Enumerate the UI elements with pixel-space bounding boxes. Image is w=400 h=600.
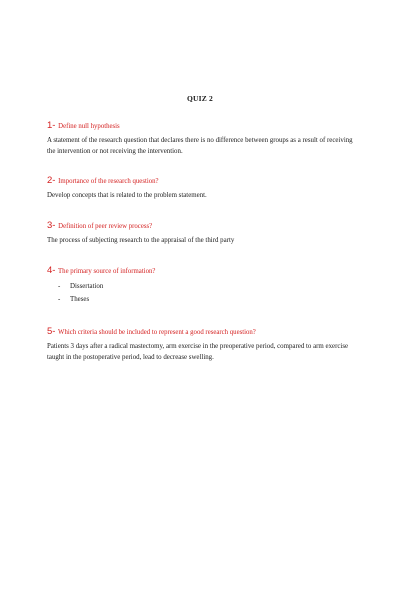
question-heading bbox=[47, 176, 357, 187]
list-item-text: Theses bbox=[70, 295, 90, 303]
question-5 bbox=[47, 327, 357, 363]
question-text: Definition of peer review process? bbox=[58, 223, 153, 230]
question-2 bbox=[47, 176, 357, 201]
question-number: 5- bbox=[47, 326, 56, 337]
answer-text: Patients 3 days after a radical mastectomy, arm exercise in the preoperative period, compared to arm exercise taught in the postoperative period, lead to decrease swelling. bbox=[47, 343, 349, 361]
question-number: 1- bbox=[47, 120, 56, 131]
list-dash: - bbox=[58, 283, 61, 290]
list-item bbox=[47, 294, 357, 307]
answer-text: The process of subjecting research to the appraisal of the third party bbox=[47, 237, 235, 244]
question-heading bbox=[47, 121, 357, 132]
question-text: Importance of the research question? bbox=[58, 178, 159, 185]
question-1 bbox=[47, 121, 357, 157]
question-heading bbox=[47, 221, 357, 232]
question-heading bbox=[47, 327, 357, 338]
question-number: 4- bbox=[47, 265, 56, 276]
source-list bbox=[47, 281, 357, 306]
list-dash: - bbox=[58, 295, 61, 303]
question-text: The primary source of information? bbox=[58, 268, 156, 275]
question-3 bbox=[47, 221, 357, 246]
list-item-text: Dissertation bbox=[70, 283, 104, 290]
answer-text: A statement of the research question that declares there is no difference between groups as a result of receiving the intervention or not receiving the intervention. bbox=[47, 137, 353, 155]
question-number: 3- bbox=[47, 220, 56, 231]
question-number: 2- bbox=[47, 175, 56, 186]
answer-text: Develop concepts that is related to the problem statement. bbox=[47, 192, 207, 199]
question-text: Define null hypothesis bbox=[58, 123, 120, 130]
list-item bbox=[47, 281, 357, 294]
question-4 bbox=[47, 266, 357, 306]
question-heading bbox=[47, 266, 357, 277]
page-title: QUIZ 2 bbox=[187, 94, 213, 103]
question-text: Which criteria should be included to represent a good research question? bbox=[58, 329, 256, 336]
